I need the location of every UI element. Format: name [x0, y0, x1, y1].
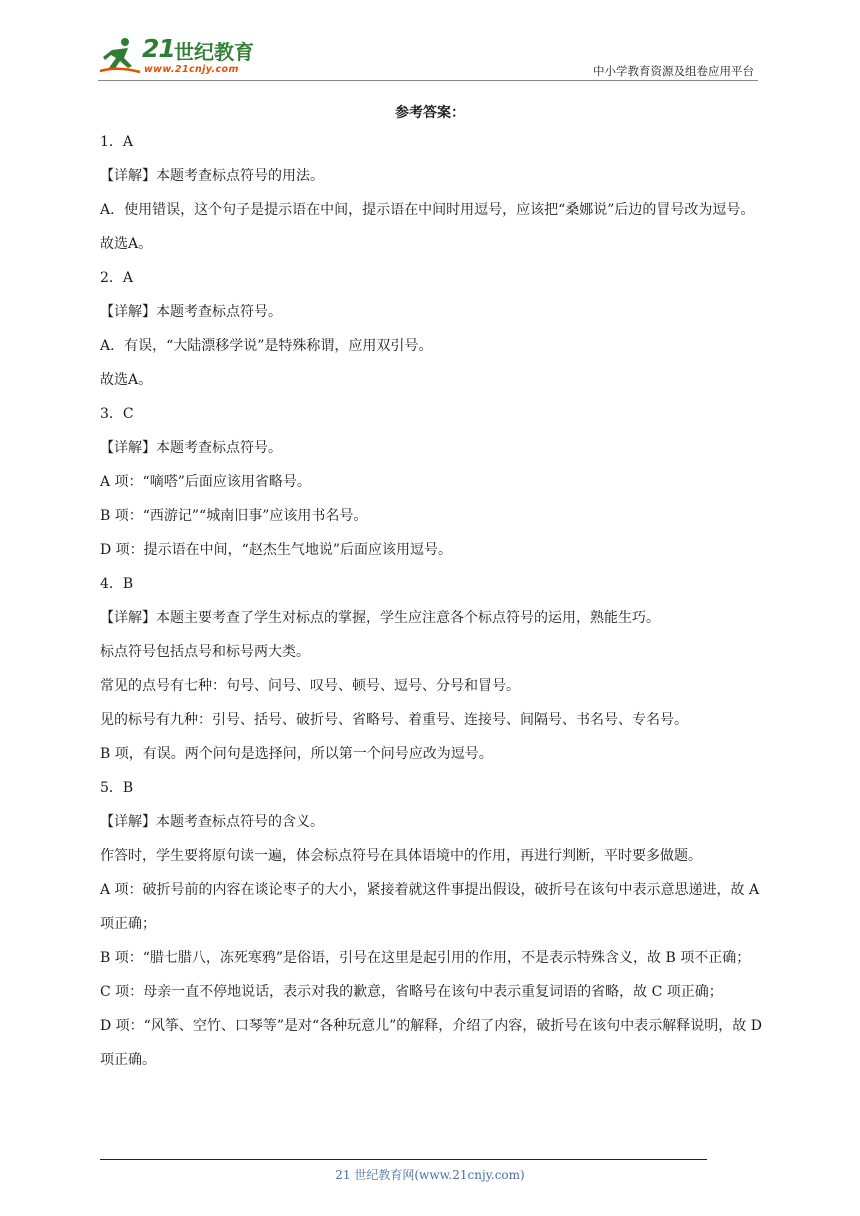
logo: [98, 34, 258, 78]
explanation: 【详解】本题考查标点符号的用法。: [100, 168, 324, 184]
text-line: 见的标号有九种：引号、括号、破折号、省略号、着重号、连接号、间隔号、书名号、专名号。: [100, 712, 688, 728]
answer-number: 1．A: [100, 134, 134, 150]
answer-number: 4．B: [100, 576, 134, 592]
option-analysis: B 项，有误。两个问句是选择问，所以第一个问号应改为逗号。: [100, 746, 493, 762]
logo-number: 21: [142, 34, 175, 63]
logo-url: www.21cnjy.com: [144, 64, 239, 75]
text-line: 常见的点号有七种：句号、问号、叹号、顿号、逗号、分号和冒号。: [100, 678, 520, 694]
option-analysis: A．使用错误，这个句子是提示语在中间，提示语在中间时用逗号，应该把“桑娜说”后边的冒号改为逗号。: [100, 202, 755, 218]
answer-number: 3．C: [100, 406, 134, 422]
text-line: 标点符号包括点号和标号两大类。: [100, 644, 310, 660]
text-line: 作答时，学生要将原句读一遍，体会标点符号在具体语境中的作用，再进行判断，平时要多做题。: [100, 848, 702, 864]
option-analysis: D 项：“风筝、空竹、口琴等”是对“各种玩意儿”的解释，介绍了内容，破折号在该句中表示解释说明，故 D 项正确。: [100, 1018, 762, 1068]
explanation: 【详解】本题考查标点符号的含义。: [100, 814, 324, 830]
conclusion: 故选A。: [100, 372, 153, 388]
logo-title: 世纪教育: [174, 40, 254, 64]
answer-content: [100, 125, 764, 1077]
answer-number: 2．A: [100, 270, 134, 286]
platform-name: 中小学教育资源及组卷应用平台: [593, 64, 754, 78]
footer-divider: [100, 1159, 707, 1160]
option-analysis: D 项：提示语在中间，“赵杰生气地说”后面应该用逗号。: [100, 542, 452, 558]
runner-logo-icon: [98, 36, 142, 76]
conclusion: 故选A。: [100, 236, 153, 252]
footer-source: 21 世纪教育网(www.21cnjy.com): [335, 1168, 525, 1182]
option-analysis: A．有误，“大陆漂移学说”是特殊称谓，应用双引号。: [100, 338, 433, 354]
explanation: 【详解】本题主要考查了学生对标点的掌握，学生应注意各个标点符号的运用，熟能生巧。: [100, 610, 660, 626]
page-header: [98, 30, 758, 82]
option-analysis: B 项：“西游记”“城南旧事”应该用书名号。: [100, 508, 368, 524]
answer-number: 5．B: [100, 780, 134, 796]
header-divider: [98, 80, 758, 81]
explanation: 【详解】本题考查标点符号。: [100, 440, 282, 456]
explanation: 【详解】本题考查标点符号。: [100, 304, 282, 320]
answer-title: 参考答案：: [395, 105, 465, 121]
option-analysis: A 项：破折号前的内容在谈论枣子的大小，紧接着就这件事提出假设，破折号在该句中表示意思递进，故 A 项正确；: [100, 882, 760, 932]
option-analysis: B 项：“腊七腊八，冻死寒鸦”是俗语，引号在这里是起引用的作用，不是表示特殊含义，故 B 项不正确；: [100, 950, 751, 966]
option-analysis: A 项：“嘀嗒”后面应该用省略号。: [100, 474, 311, 490]
option-analysis: C 项：母亲一直不停地说话，表示对我的歉意，省略号在该句中表示重复词语的省略，故 C 项正确；: [100, 984, 723, 1000]
